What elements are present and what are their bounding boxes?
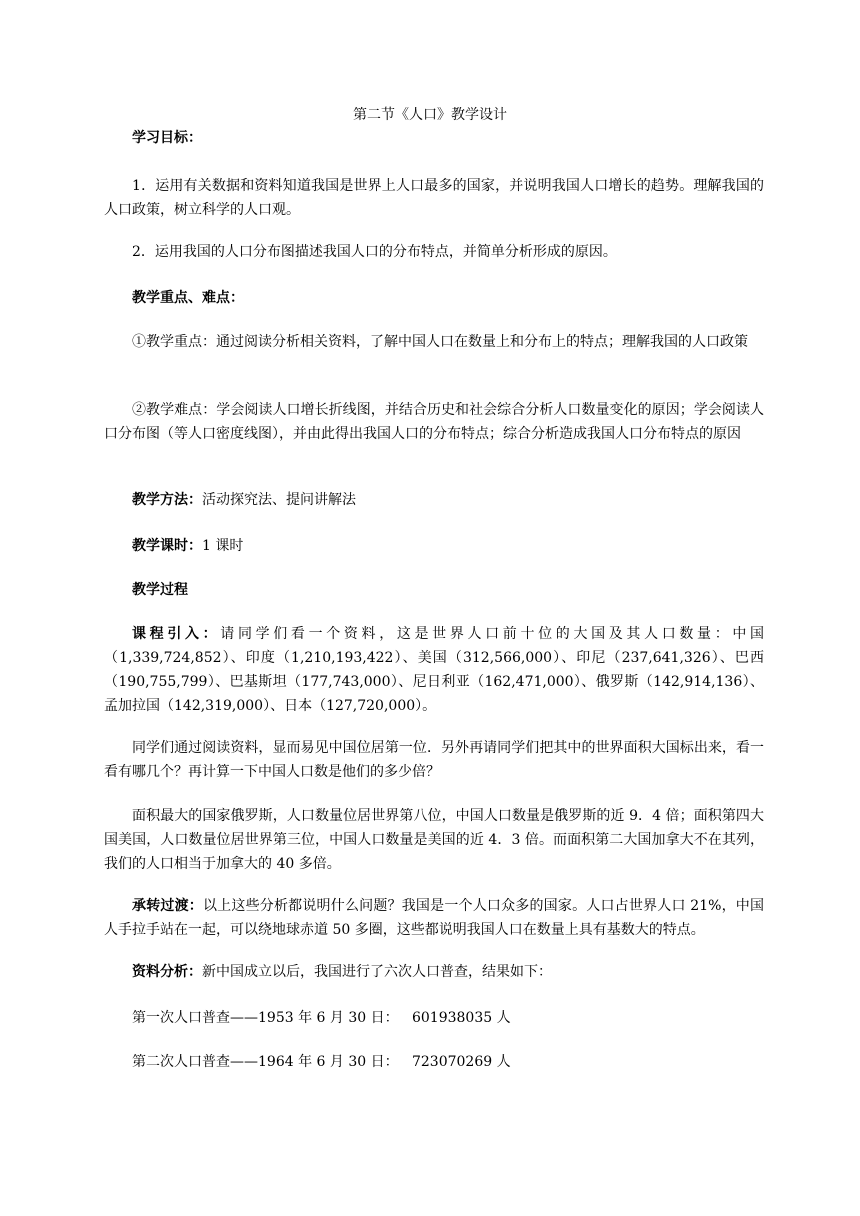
goal-item-2: 2．运用我国的人口分布图描述我国人口的分布特点，并简单分析形成的原因。	[132, 244, 617, 260]
analysis-label: 资料分析：	[132, 964, 202, 980]
census-item	[104, 1050, 764, 1074]
analysis-text: 新中国成立以后，我国进行了六次人口普查，结果如下：	[202, 964, 552, 980]
process-heading: 教学过程	[132, 582, 188, 598]
teaching-focus: ①教学重点：通过阅读分析相关资料，了解中国人口在数量上和分布上的特点；理解我国的人口政策	[132, 334, 748, 350]
census-label: 第一次人口普查——1953 年 6 月 30 日：	[132, 1010, 399, 1026]
goals-heading: 学习目标：	[132, 130, 202, 146]
transition-paragraph	[104, 894, 764, 942]
teaching-method-text: 活动探究法、提问讲解法	[202, 492, 356, 508]
teaching-method-label: 教学方法：	[132, 492, 202, 508]
census-item	[104, 1006, 764, 1030]
analysis-paragraph	[104, 960, 764, 984]
document-title: 第二节《人口》教学设计	[353, 107, 507, 123]
transition-label: 承转过渡：	[132, 898, 203, 914]
teaching-hours-text: 1 课时	[202, 538, 244, 554]
area-comparison-paragraph: 面积最大的国家俄罗斯，人口数量位居世界第八位，中国人口数量是俄罗斯的近 9．4 倍；面积第四大国美国，人口数量位居世界第三位，中国人口数量是美国的近 4．3 倍。而面积第二大国加拿大不在其列，我们的人口相当于加拿大的 40 多倍。	[104, 808, 764, 872]
census-label: 第二次人口普查——1964 年 6 月 30 日：	[132, 1054, 399, 1070]
goal-item-1: 1．运用有关数据和资料知道我国是世界上人口最多的国家，并说明我国人口增长的趋势。理解我国的人口政策，树立科学的人口观。	[104, 178, 764, 218]
teaching-hours	[104, 534, 764, 558]
census-value: 601938035 人	[411, 1010, 511, 1026]
reading-paragraph: 同学们通过阅读资料，显而易见中国位居第一位．另外再请同学们把其中的世界面积大国标出来，看一看有哪几个？再计算一下中国人口数是他们的多少倍？	[104, 740, 764, 780]
teaching-method	[104, 488, 764, 512]
intro-paragraph	[104, 622, 764, 718]
key-points-heading: 教学重点、难点：	[132, 290, 244, 306]
teaching-difficulty: ②教学难点：学会阅读人口增长折线图，并结合历史和社会综合分析人口数量变化的原因；学会阅读人口分布图（等人口密度线图），并由此得出我国人口的分布特点；综合分析造成我国人口分布特点的原因	[104, 402, 764, 442]
teaching-hours-label: 教学课时：	[132, 538, 202, 554]
transition-text: 以上这些分析都说明什么问题？我国是一个人口众多的国家。人口占世界人口 21%，中国人手拉手站在一起，可以绕地球赤道 50 多圈，这些都说明我国人口在数量上具有基数大的特点。	[104, 898, 764, 938]
census-value: 723070269 人	[411, 1054, 511, 1070]
intro-text: 请同学们看一个资料，这是世界人口前十位的大国及其人口数量：中国（1,339,724,852）、印度（1,210,193,422）、美国（312,566,000）、印尼（237,641,326）、巴西（190,755,799）、巴基斯坦（177,743,000）、尼日利亚（162,471,000）、俄罗斯（142,914,136）、孟加拉国（142,319,000）、日本（127,720,000）。	[104, 626, 765, 714]
intro-label: 课程引入：	[132, 626, 221, 642]
